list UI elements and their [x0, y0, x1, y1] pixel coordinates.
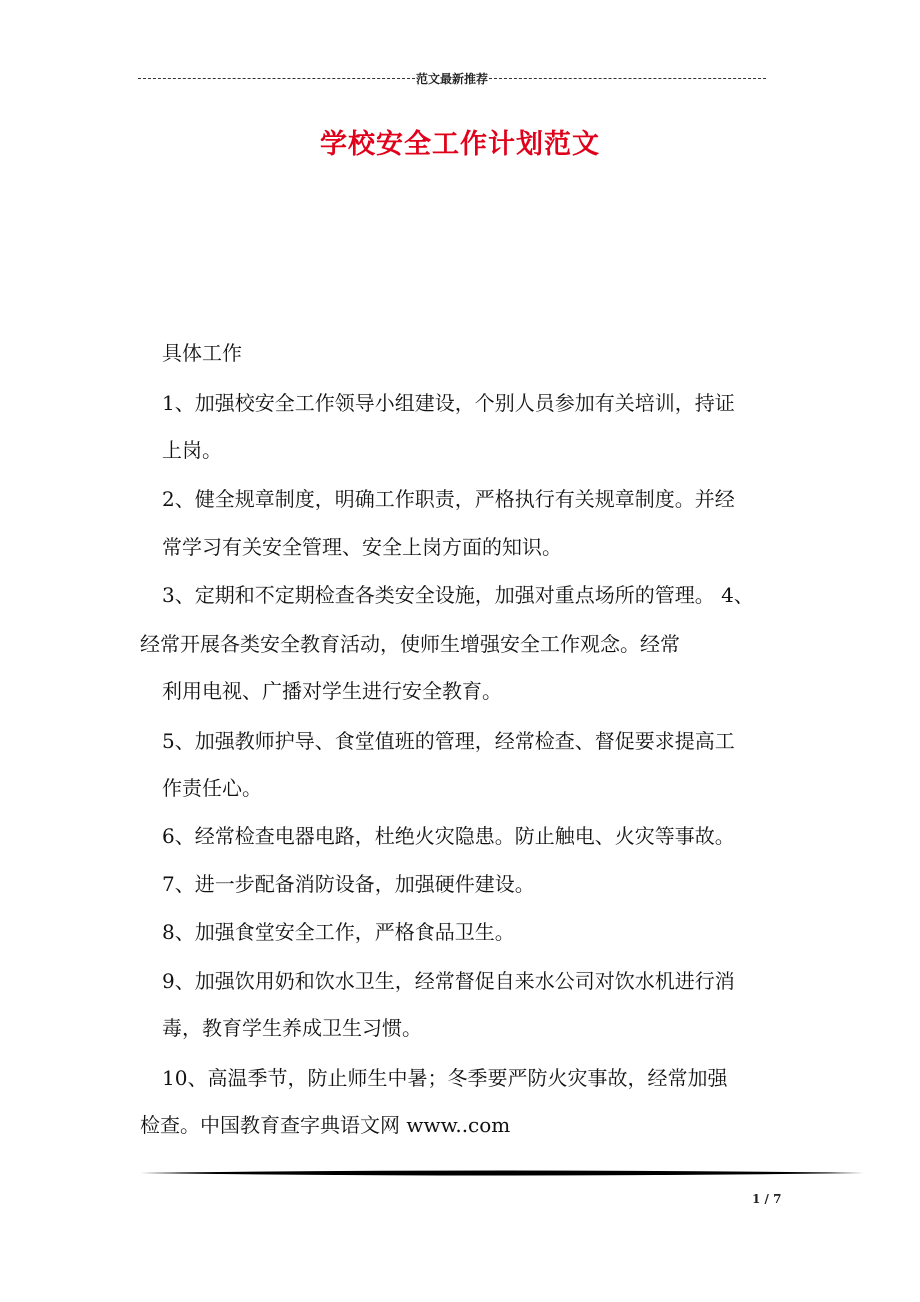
header-label: 范文最新推荐	[416, 71, 489, 86]
page-number: 1 / 7	[752, 1192, 782, 1206]
body-line: 8、加强食堂安全工作，严格食品卫生。	[162, 920, 515, 944]
body-line: 具体工作	[162, 341, 242, 365]
body-line: 1、加强校安全工作领导小组建设，个别人员参加有关培训，持证	[162, 391, 735, 415]
document-title: 学校安全工作计划范文	[320, 129, 600, 160]
header-dash-right	[489, 78, 766, 79]
body-line: 9、加强饮用奶和饮水卫生，经常督促自来水公司对饮水机进行消	[162, 969, 735, 993]
footer-rule	[140, 1169, 864, 1177]
body-line: 5、加强教师护导、食堂值班的管理，经常检查、督促要求提高工	[162, 729, 735, 753]
body-line: 上岗。	[162, 438, 222, 462]
body-line: 利用电视、广播对学生进行安全教育。	[162, 679, 502, 703]
body-line: 常学习有关安全管理、安全上岗方面的知识。	[162, 535, 562, 559]
body-line: 毒，教育学生养成卫生习惯。	[162, 1016, 422, 1040]
header-dash-left	[138, 78, 415, 79]
body-line: 检查。中国教育查字典语文网 www..com	[140, 1113, 511, 1137]
body-line: 2、健全规章制度，明确工作职责，严格执行有关规章制度。并经	[162, 487, 735, 511]
body-line: 7、进一步配备消防设备，加强硬件建设。	[162, 872, 535, 896]
body-line: 3、定期和不定期检查各类安全设施，加强对重点场所的管理。 4、	[162, 583, 754, 607]
body-line: 6、经常检查电器电路，杜绝火灾隐患。防止触电、火灾等事故。	[162, 824, 735, 848]
body-line: 经常开展各类安全教育活动，使师生增强安全工作观念。经常	[140, 632, 680, 656]
body-line: 作责任心。	[162, 776, 262, 800]
page-header	[138, 68, 766, 88]
body-line: 10、高温季节，防止师生中暑；冬季要严防火灾事故，经常加强	[162, 1066, 728, 1090]
